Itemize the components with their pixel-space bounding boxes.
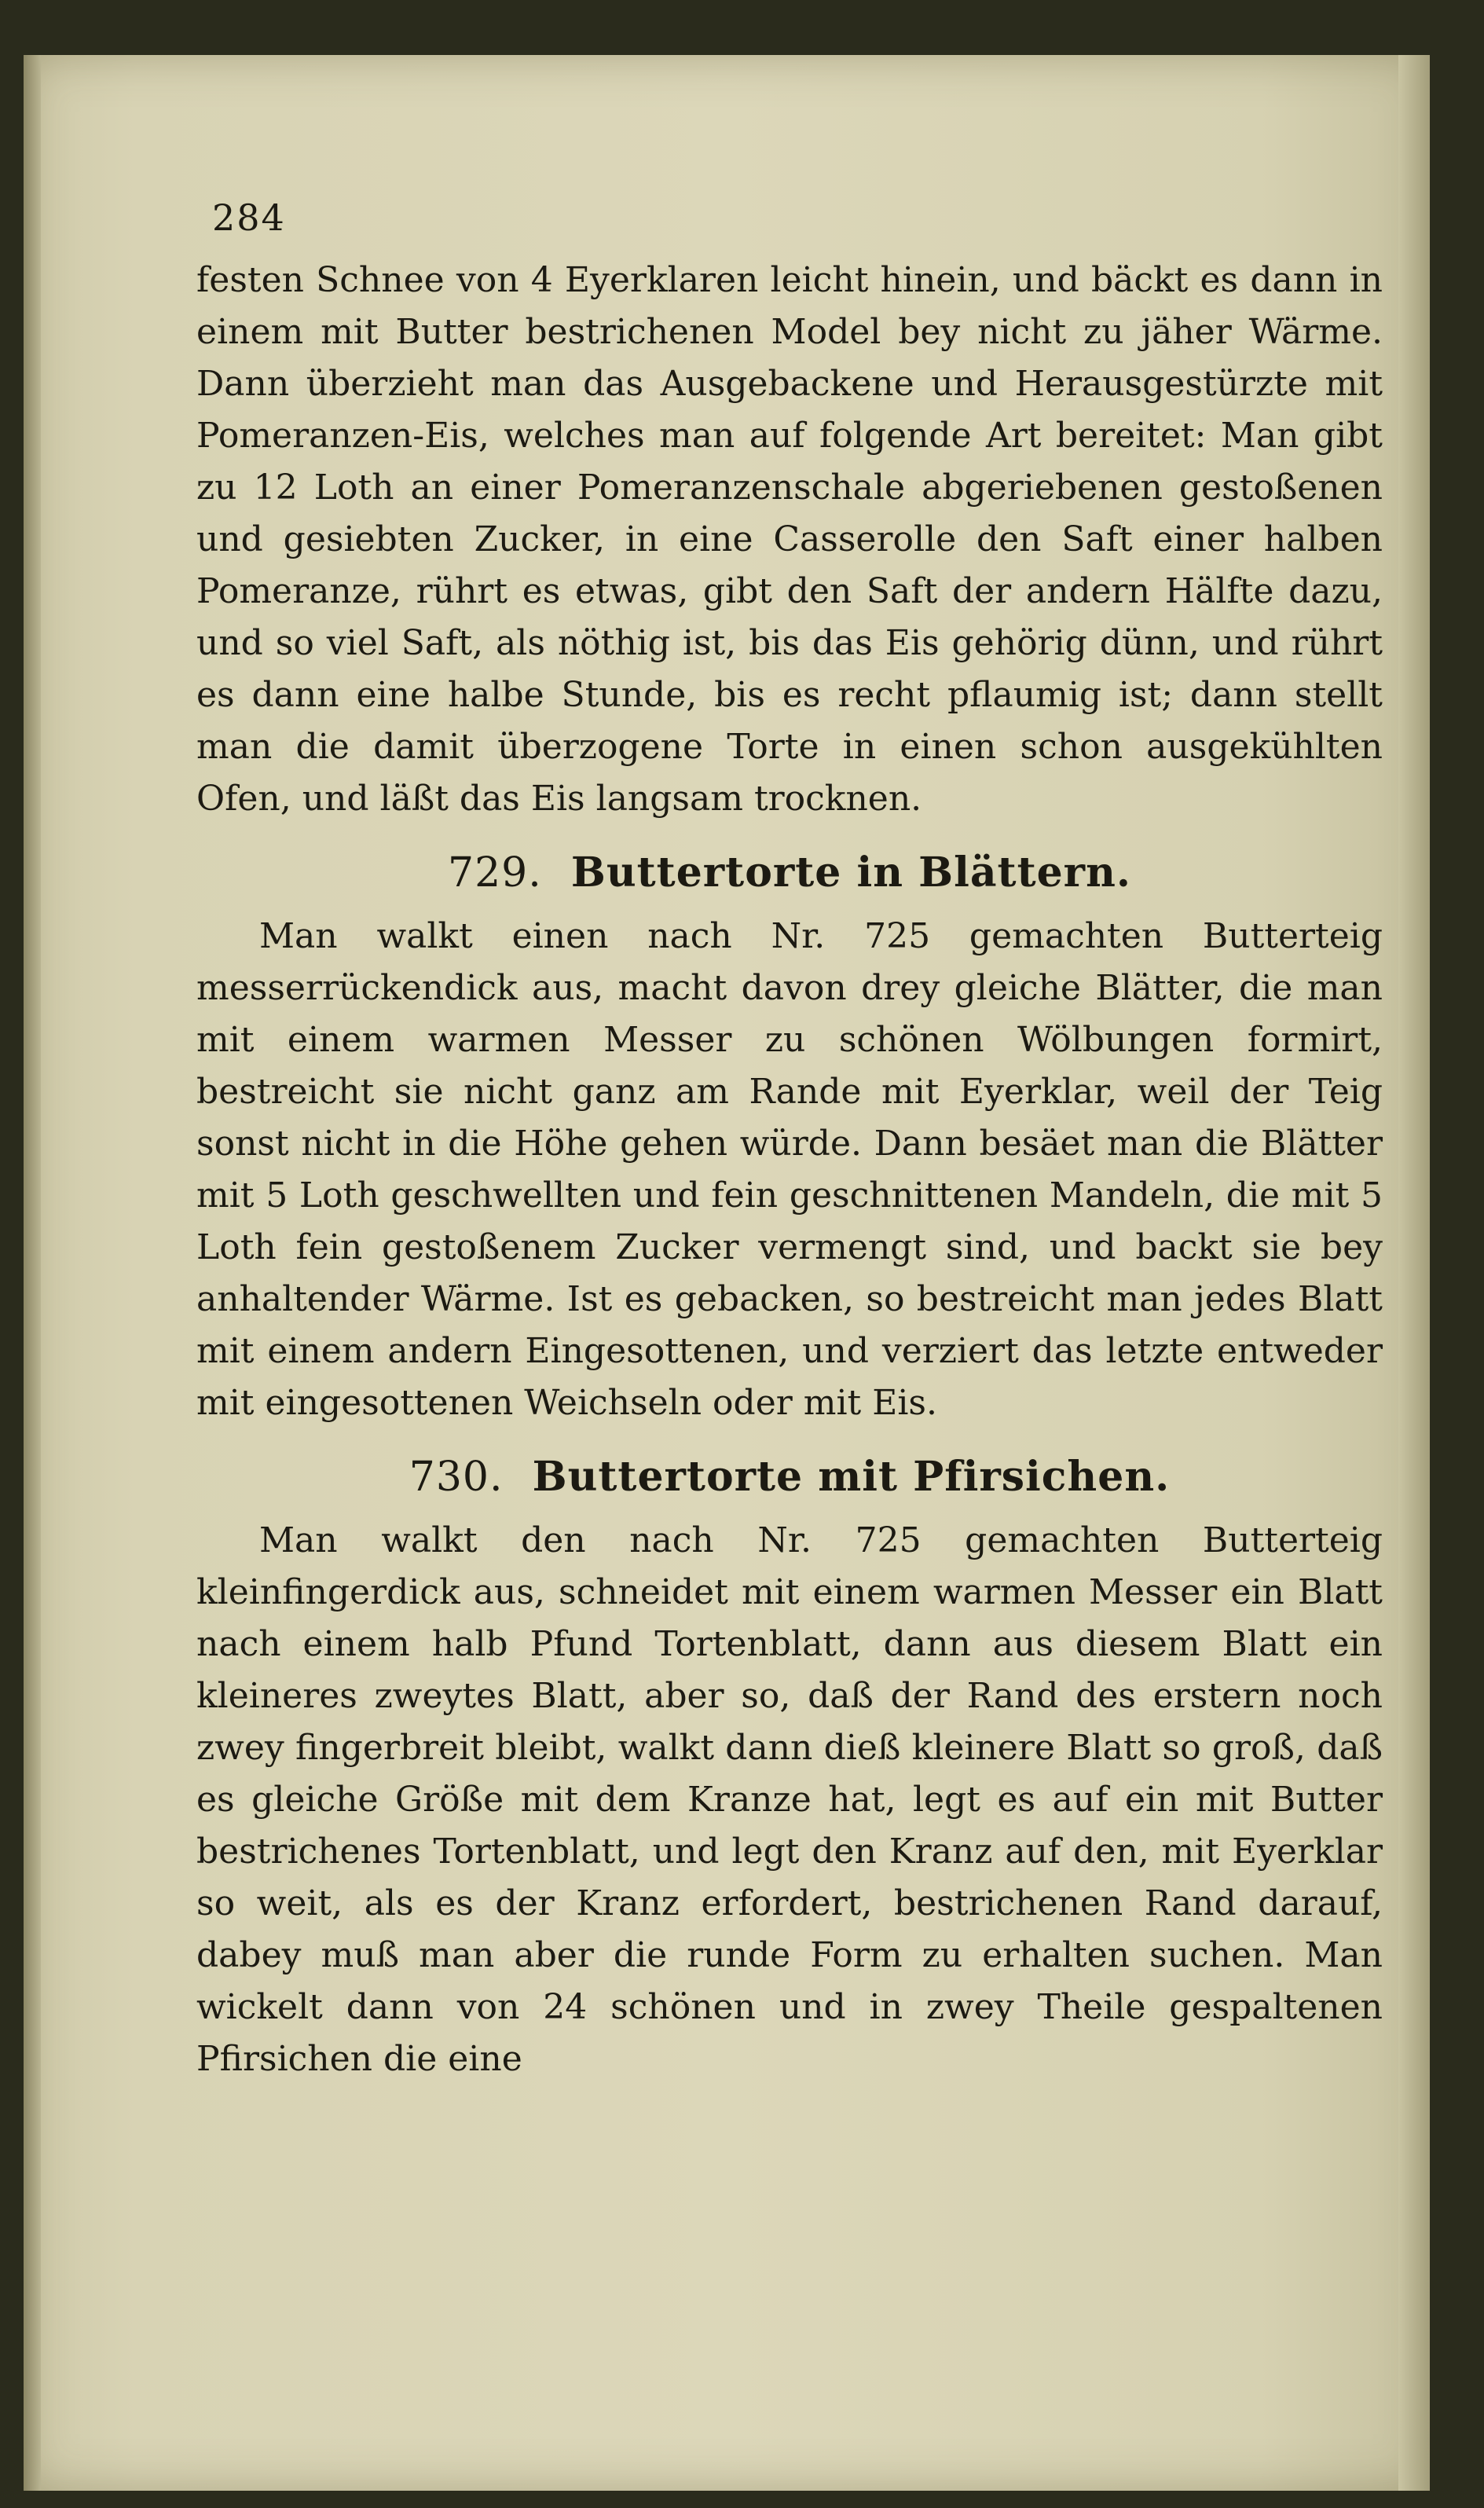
section-730-heading	[196, 1453, 1383, 1501]
page-edge	[1398, 55, 1430, 2491]
page-gutter	[24, 55, 41, 2491]
book-page	[24, 55, 1430, 2491]
page-text	[196, 196, 1383, 2085]
page-number: 284	[212, 196, 286, 239]
section-729-text: Man walkt einen nach Nr. 725 gemachten Butterteig messerrückendick aus, macht davon drey gleiche Blätter, die man mit einem warmen Messer zu schönen Wölbungen formirt, bestreicht sie nicht ganz am Rande mit Eyerklar, weil der Teig sonst nicht in die Höhe gehen würde. Dann besäet man die Blätter mit 5 Loth geschwellten und fein geschnittenen Mandeln, die mit 5 Loth fein gestoßenem Zucker vermengt sind, und backt sie bey anhaltender Wärme. Ist es gebacken, so bestreicht man jedes Blatt mit einem andern Eingesottenen, und verziert das letzte entweder mit eingesottenen Weichseln oder mit Eis.	[196, 916, 1383, 1423]
section-730-title: Buttertorte mit Pfirsichen.	[532, 1453, 1171, 1501]
section-730-text: Man walkt den nach Nr. 725 gemachten Butterteig kleinfingerdick aus, schneidet mit einem warmen Messer ein Blatt nach einem halb Pfund Tortenblatt, dann aus diesem Blatt ein kleineres zweytes Blatt, aber so, daß der Rand des erstern noch zwey fingerbreit bleibt, walkt dann dieß kleinere Blatt so groß, daß es gleiche Größe mit dem Kranze hat, legt es auf ein mit Butter bestrichenes Tortenblatt, und legt den Kranz auf den, mit Eyerklar so weit, als es der Kranz erfordert, bestrichenen Rand darauf, dabey muß man aber die runde Form zu erhalten suchen. Man wickelt dann von 24 schönen und in zwey Theile gespaltenen Pfirsichen die eine	[196, 1520, 1383, 2079]
section-729-heading	[196, 849, 1383, 896]
section-729-number: 729.	[448, 849, 542, 896]
section-730-number: 730.	[409, 1454, 504, 1501]
section-729-title: Buttertorte in Blättern.	[570, 849, 1131, 896]
intro-paragraph: festen Schnee von 4 Eyerklaren leicht hinein, und bäckt es dann in einem mit Butter bestrichenen Model bey nicht zu jäher Wärme. Dann überzieht man das Ausgebackene und Herausgestürzte mit Pomeranzen-Eis, welches man auf folgende Art bereitet: Man gibt zu 12 Loth an einer Pomeranzenschale abgeriebenen gestoßenen und gesiebten Zucker, in eine Casserolle den Saft einer halben Pomeranze, rührt es etwas, gibt den Saft der andern Hälfte dazu, und so viel Saft, als nöthig ist, bis das Eis gehörig dünn, und rührt es dann eine halbe Stunde, bis es recht pflaumig ist; dann stellt man die damit überzogene Torte in einen schon ausgekühlten Ofen, und läßt das Eis langsam trocknen.	[196, 260, 1383, 819]
